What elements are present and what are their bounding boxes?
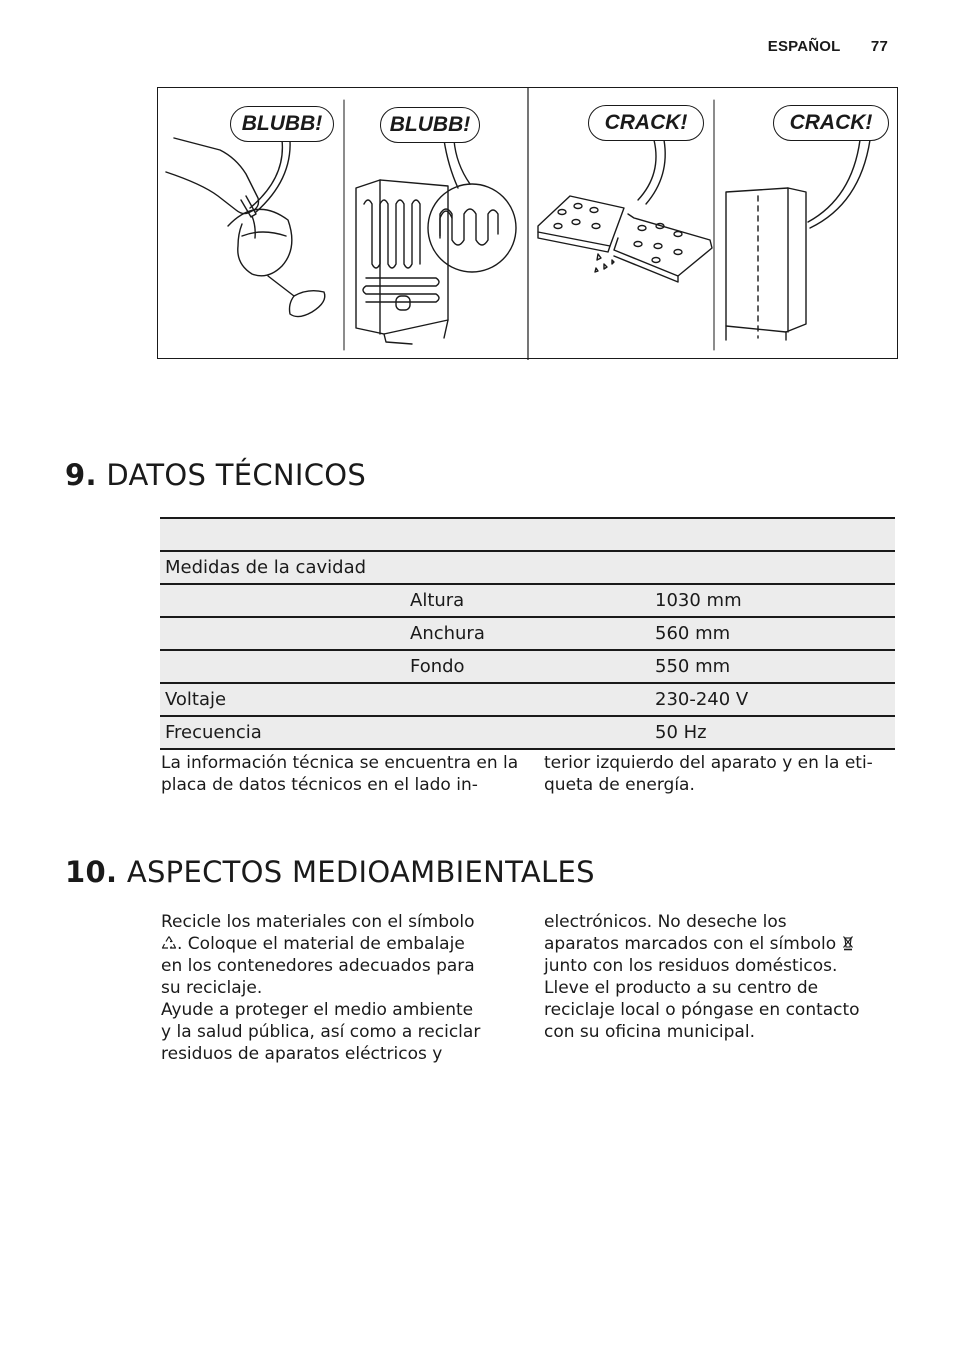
text-segment: . Coloque el material de embalaje	[177, 934, 465, 954]
header-language: ESPAÑOL	[767, 38, 841, 55]
recycle-icon	[161, 935, 177, 951]
environment-text-col2	[544, 911, 889, 1043]
table-row	[160, 683, 895, 716]
table-cell: Medidas de la cavidad	[160, 551, 405, 584]
table-cell: Anchura	[405, 617, 650, 650]
text-line: Ayude a proteger el medio ambiente	[161, 1000, 474, 1020]
text-line: con su oficina municipal.	[544, 1022, 755, 1042]
fridge-back-drawing	[356, 180, 516, 344]
sound-bubble-1: BLUBB!	[230, 106, 334, 142]
text-line: en los contenedores adecuados para	[161, 956, 475, 976]
text-line: junto con los residuos domésticos.	[544, 956, 838, 976]
table-cell	[160, 584, 405, 617]
table-cell: Fondo	[405, 650, 650, 683]
table-cell: 50 Hz	[650, 716, 895, 749]
table-cell: Altura	[405, 584, 650, 617]
table-cell	[160, 518, 405, 551]
section-10-number: 10.	[65, 855, 118, 889]
table-cell	[405, 683, 650, 716]
table-row	[160, 551, 895, 584]
table-cell: 230-240 V	[650, 683, 895, 716]
table-cell: 560 mm	[650, 617, 895, 650]
text-line: y la salud pública, así como a reciclar	[161, 1022, 481, 1042]
section-10-heading	[65, 855, 595, 889]
table-cell	[650, 551, 895, 584]
section-10-title: ASPECTOS MEDIOAMBIENTALES	[126, 855, 595, 889]
bottle-glass-drawing	[166, 138, 325, 317]
page-number: 77	[870, 38, 888, 55]
text-line: Lleve el producto a su centro de	[544, 978, 819, 998]
table-cell	[405, 518, 650, 551]
text-line: Recicle los materiales con el símbolo	[161, 912, 475, 932]
table-cell	[650, 518, 895, 551]
technical-data-table	[160, 517, 895, 750]
tech-info-text-col1: La información técnica se encuentra en la placa de datos técnicos en el lado in-	[161, 753, 519, 795]
text-line: electrónicos. No deseche los	[544, 912, 787, 932]
text-line	[544, 933, 889, 955]
section-9-title: DATOS TÉCNICOS	[106, 458, 367, 492]
table-row	[160, 716, 895, 749]
table-cell	[405, 716, 650, 749]
text-line: su reciclaje.	[161, 978, 263, 998]
tech-info-text-col2: terior izquierdo del aparato y en la eti- queta de energía.	[544, 753, 873, 795]
table-cell: 1030 mm	[650, 584, 895, 617]
sound-bubble-4: CRACK!	[773, 105, 889, 141]
table-cell	[160, 617, 405, 650]
page-header	[768, 38, 888, 55]
section-9-heading	[65, 458, 366, 492]
table-row	[160, 650, 895, 683]
table-cell: Frecuencia	[160, 716, 405, 749]
text-segment: aparatos marcados con el símbolo	[544, 934, 837, 954]
table-cell: Voltaje	[160, 683, 405, 716]
table-row	[160, 584, 895, 617]
section-9-number: 9.	[65, 458, 97, 492]
environment-text-col1	[161, 911, 511, 1065]
table-cell	[405, 551, 650, 584]
crossed-bin-icon	[842, 935, 854, 951]
table-row	[160, 617, 895, 650]
fridge-front-drawing	[726, 188, 806, 340]
noise-illustration	[157, 87, 898, 359]
sound-bubble-2: BLUBB!	[380, 107, 480, 143]
text-line: residuos de aparatos eléctricos y	[161, 1044, 443, 1064]
table-header-row	[160, 518, 895, 551]
ice-tray-drawing	[538, 196, 712, 282]
text-line	[161, 933, 511, 955]
table-cell: 550 mm	[650, 650, 895, 683]
text-line: reciclaje local o póngase en contacto	[544, 1000, 860, 1020]
table-cell	[160, 650, 405, 683]
sound-bubble-3: CRACK!	[588, 105, 704, 141]
